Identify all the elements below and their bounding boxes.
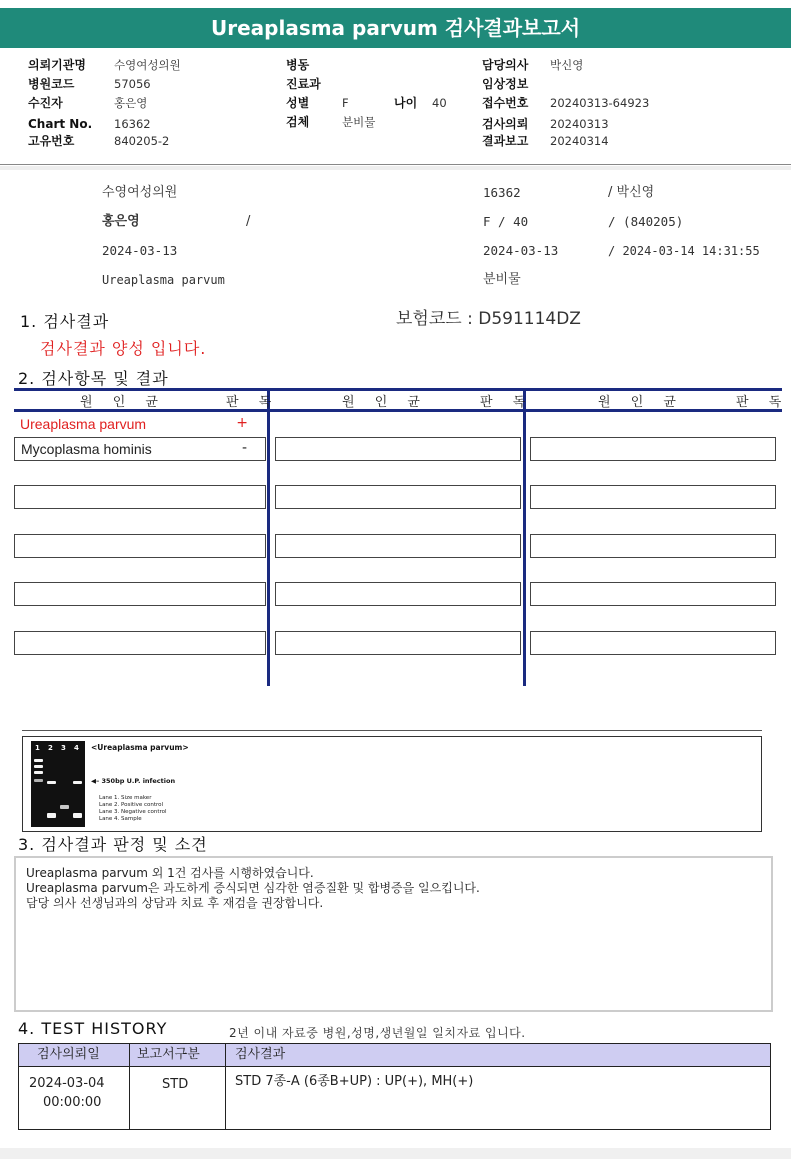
opinion-box [14, 856, 773, 1012]
gel-image [31, 741, 85, 827]
info-test-name: Ureaplasma parvum [102, 273, 225, 287]
col1-head-pathogen: 원 인 균 [80, 395, 166, 410]
col1-head-result: 판 독 [226, 395, 280, 410]
info-report-datetime: / 2024-03-14 14:31:55 [608, 244, 760, 258]
gel-legend-item: Lane 2. Positive control [99, 802, 164, 808]
info-doctor: / 박신영 [608, 185, 655, 200]
result-row-empty [530, 534, 776, 558]
info-patient: 홍은영 [102, 214, 140, 229]
header-label-doctor: 담당의사 [482, 58, 529, 72]
info-sex-age: F / 40 [483, 214, 529, 229]
col3-head-pathogen: 원 인 균 [598, 395, 684, 410]
pathogen-name: Mycoplasma hominis [21, 441, 152, 457]
positive-result: 검사결과 양성 입니다. [40, 339, 207, 358]
report-title: Ureaplasma parvum 검사결과보고서 [0, 8, 791, 48]
header-divider [0, 164, 791, 165]
info-id-short: / (840205) [608, 214, 684, 229]
history-row-date: 2024-03-04 [29, 1076, 105, 1091]
gel-band [73, 813, 82, 818]
result-row-empty [530, 582, 776, 606]
header-value-clinic: 수영여성의원 [114, 58, 181, 72]
header-value-chart-no: 16362 [114, 117, 151, 131]
result-row-empty [14, 631, 266, 655]
header-label-report: 결과보고 [482, 134, 529, 148]
lane-number: 3 [61, 744, 66, 752]
lane-number: 4 [74, 744, 79, 752]
header-value-request: 20240313 [550, 117, 609, 131]
header-label-clinical-info: 임상정보 [482, 77, 529, 91]
result-row-ureaplasma [14, 413, 266, 437]
info-receipt-date: 2024-03-13 [483, 243, 559, 258]
header-label-sex: 성별 [286, 96, 310, 110]
header-label-chart-no: Chart No. [28, 117, 93, 131]
history-col-type: 보고서구분 [137, 1047, 200, 1062]
info-specimen: 분비물 [483, 272, 521, 287]
result-row-empty [530, 437, 776, 461]
col3-head-result: 판 독 [736, 395, 790, 410]
history-row-result: STD 7종-A (6종B+UP) : UP(+), MH(+) [235, 1074, 474, 1089]
gel-band [34, 771, 43, 774]
header-value-report: 20240314 [550, 134, 609, 148]
header-label-request: 검사의뢰 [482, 117, 529, 131]
lane-number: 1 [35, 744, 40, 752]
result-row-empty [530, 485, 776, 509]
history-row-time: 00:00:00 [43, 1095, 102, 1110]
info-clinic: 수영여성의원 [102, 185, 178, 200]
history-row-type: STD [162, 1077, 189, 1092]
gel-arrow-text: 350bp U.P. infection [101, 777, 176, 785]
header-shadow [0, 166, 791, 170]
gel-legend-item: Lane 3. Negative control [99, 809, 167, 815]
result-row-mycoplasma [14, 437, 266, 461]
opinion-line: Ureaplasma parvum은 과도하게 증식되면 심각한 염증질환 및 합병증을 일으킵니다. [26, 881, 480, 895]
gel-legend-item: Lane 1. Size maker [99, 795, 152, 801]
gel-title: <Ureaplasma parvum> [91, 743, 189, 752]
pathogen-result: + [236, 415, 248, 431]
pathogen-name: Ureaplasma parvum [20, 416, 147, 432]
gel-band [34, 765, 43, 768]
history-header-row [19, 1044, 770, 1067]
header-value-specimen: 분비물 [342, 115, 376, 129]
history-col-separator [129, 1044, 130, 1129]
header-label-patient: 수진자 [28, 96, 63, 110]
result-row-empty [14, 582, 266, 606]
insurance-code: 보험코드 : D591114DZ [396, 309, 581, 329]
gel-band [73, 781, 82, 784]
header-label-dept: 진료과 [286, 77, 321, 91]
gel-divider [22, 730, 762, 731]
grid-divider-1 [267, 388, 270, 686]
header-label-receipt-no: 접수번호 [482, 96, 529, 110]
gel-band [60, 805, 69, 809]
history-table [18, 1043, 771, 1130]
history-col-result: 검사결과 [235, 1047, 286, 1062]
header-value-receipt-no: 20240313-64923 [550, 96, 650, 110]
header-label-age: 나이 [394, 96, 418, 110]
header-value-sex: F [342, 96, 349, 110]
gel-legend [99, 795, 167, 823]
header-label-unique-id: 고유번호 [28, 134, 75, 148]
col2-head-pathogen: 원 인 균 [342, 395, 428, 410]
header-label-clinic: 의뢰기관명 [28, 58, 86, 72]
col2-head-result: 판 독 [480, 395, 534, 410]
gel-band [47, 813, 56, 818]
header-label-specimen: 검체 [286, 115, 310, 129]
section4-title: 4. TEST HISTORY [18, 1019, 168, 1038]
info-slash: / [246, 214, 251, 229]
result-row-empty [275, 582, 521, 606]
gel-band [47, 781, 56, 784]
grid-divider-2 [523, 388, 526, 686]
section1-title: 1. 검사결과 [20, 312, 110, 331]
header-value-doctor: 박신영 [550, 58, 584, 72]
section3-title: 3. 검사결과 판정 및 소견 [18, 835, 208, 854]
result-row-empty [275, 485, 521, 509]
header-value-hospital-code: 57056 [114, 77, 151, 91]
header-value-patient: 홍은영 [114, 96, 148, 110]
result-row-empty [275, 631, 521, 655]
header-value-age: 40 [432, 96, 447, 110]
gel-arrow-label: ◀– 350bp U.P. infection [91, 777, 176, 785]
section2-title: 2. 검사항목 및 결과 [18, 369, 169, 388]
lane-number: 2 [48, 744, 53, 752]
history-col-separator [225, 1044, 226, 1129]
header-value-unique-id: 840205-2 [114, 134, 170, 148]
result-row-empty [14, 534, 266, 558]
opinion-line: 담당 의사 선생님과의 상담과 치료 후 재검을 권장합니다. [26, 896, 324, 910]
history-col-date: 검사의뢰일 [37, 1047, 100, 1062]
pathogen-result: - [241, 440, 247, 456]
result-row-empty [275, 534, 521, 558]
info-request-date: 2024-03-13 [102, 243, 178, 258]
opinion-line: Ureaplasma parvum 외 1건 검사를 시행하였습니다. [26, 866, 314, 880]
header-label-hospital-code: 병원코드 [28, 77, 75, 91]
gel-legend-item: Lane 4. Sample [99, 816, 142, 822]
page-bottom-bar [0, 1148, 791, 1159]
history-note: 2년 이내 자료중 병원,성명,생년월일 일치자료 입니다. [229, 1026, 526, 1040]
header-label-ward: 병동 [286, 58, 310, 72]
info-chart: 16362 [483, 185, 521, 200]
result-row-empty [275, 437, 521, 461]
gel-band [34, 759, 43, 762]
result-row-empty [14, 485, 266, 509]
gel-band [34, 779, 43, 782]
gel-figure [22, 736, 762, 832]
result-row-empty [530, 631, 776, 655]
